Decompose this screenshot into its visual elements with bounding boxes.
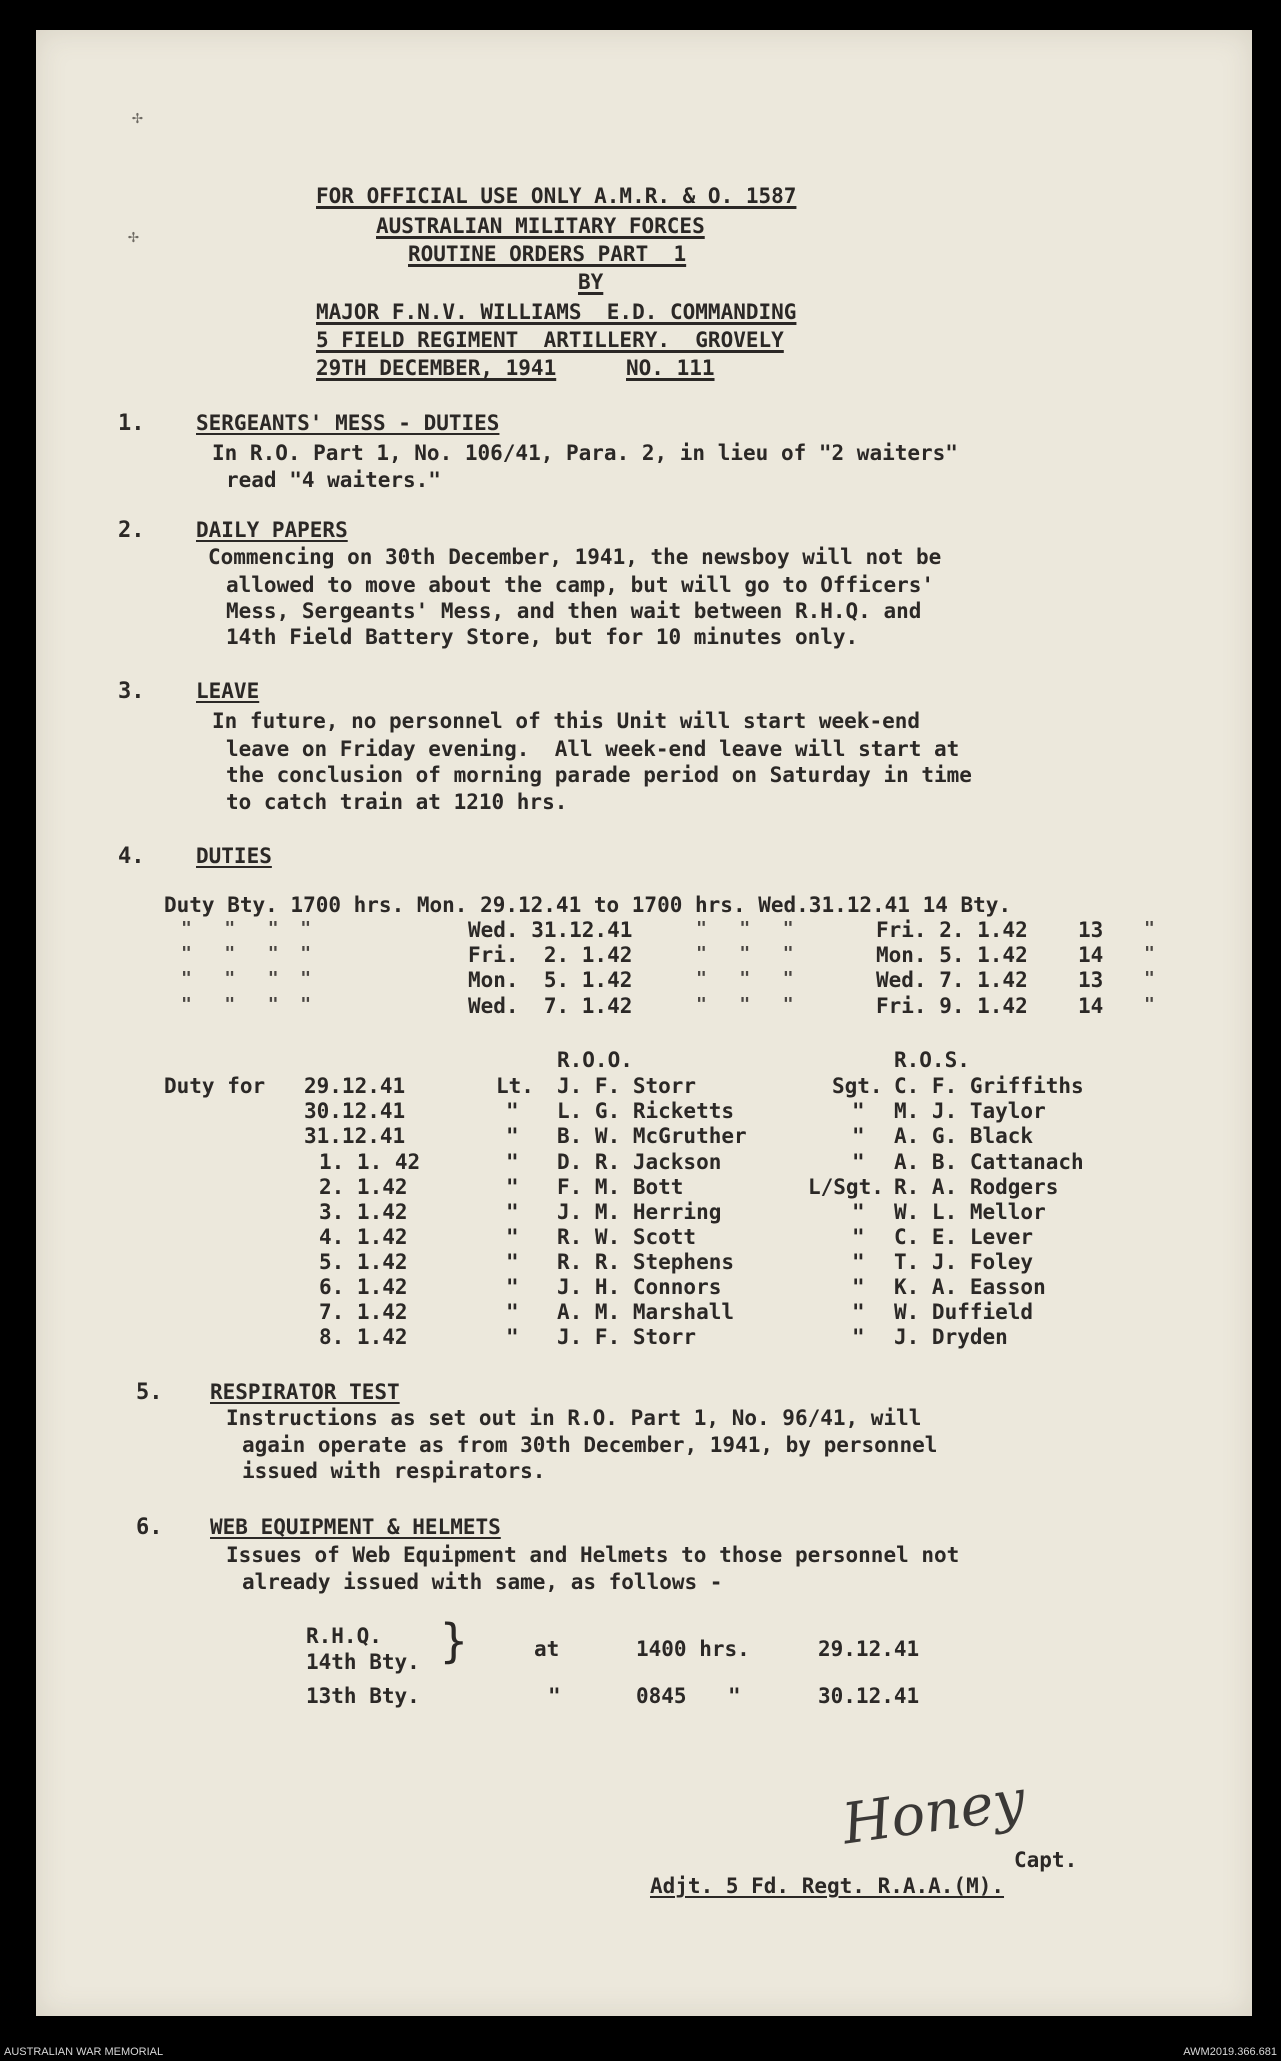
section-1-title: SERGEANTS' MESS - DUTIES: [196, 411, 500, 435]
roster-roo-rank: ": [506, 1275, 519, 1299]
header-line-5: MAJOR F.N.V. WILLIAMS E.D. COMMANDING: [316, 300, 797, 324]
roster-ros-name: W. L. Mellor: [894, 1200, 1046, 1224]
roster-roo-rank: ": [506, 1200, 519, 1224]
section-6-number: 6.: [136, 1515, 163, 1540]
roster-ros-rank: ": [852, 1124, 865, 1148]
footer-reference: AWM2019.366.681: [1183, 2046, 1277, 2058]
section-3-line-4: to catch train at 1210 hrs.: [226, 790, 568, 814]
section-3-number: 3.: [118, 679, 145, 704]
section-2-line-1: Commencing on 30th December, 1941, the newsboy will not be: [208, 545, 942, 569]
ditto-mark: " " " ": [181, 943, 312, 964]
roster-date: 31.12.41: [304, 1124, 406, 1148]
roster-date: 29.12.41: [304, 1074, 406, 1098]
duty-battery-from: Wed. 31.12.41: [468, 918, 633, 942]
roo-header: R.O.O.: [557, 1048, 633, 1072]
roster-date: 5. 1.42: [319, 1250, 408, 1274]
issue-time-2: 0845: [636, 1684, 687, 1708]
roster-ros-rank: ": [852, 1325, 865, 1349]
roster-roo-name: D. R. Jackson: [557, 1150, 722, 1174]
duty-battery-from: Wed. 7. 1.42: [468, 994, 633, 1018]
section-2-line-3: Mess, Sergeants' Mess, and then wait between R.H.Q. and: [226, 599, 922, 623]
section-6-line-1: Issues of Web Equipment and Helmets to those personnel not: [226, 1543, 960, 1567]
duty-battery-number: 14: [1078, 994, 1104, 1018]
signature-rank: Capt.: [1014, 1848, 1078, 1872]
roster-ros-name: A. G. Black: [894, 1124, 1034, 1148]
roster-roo-rank: ": [506, 1175, 519, 1199]
roster-ros-name: K. A. Easson: [894, 1275, 1046, 1299]
roster-ros-name: C. E. Lever: [894, 1225, 1034, 1249]
section-5-line-2: again operate as from 30th December, 1941, by personnel: [242, 1433, 938, 1457]
roster-roo-rank: Lt.: [496, 1074, 534, 1098]
roster-roo-name: J. F. Storr: [557, 1074, 697, 1098]
section-6-line-2: already issued with same, as follows -: [242, 1570, 723, 1594]
roster-ros-name: A. B. Cattanach: [894, 1150, 1084, 1174]
section-5-line-1: Instructions as set out in R.O. Part 1, No. 96/41, will: [226, 1406, 922, 1430]
roster-ros-name: T. J. Foley: [894, 1250, 1034, 1274]
issue-unit-13th-bty: 13th Bty.: [306, 1684, 420, 1708]
roster-ros-rank: ": [852, 1099, 865, 1123]
roster-roo-rank: ": [506, 1099, 519, 1123]
roster-roo-name: R. W. Scott: [557, 1225, 697, 1249]
issue-unit-rhq: R.H.Q.: [306, 1624, 382, 1648]
roster-ros-name: W. Duffield: [894, 1300, 1034, 1324]
duty-battery-number: 13: [1078, 918, 1104, 942]
roster-roo-rank: ": [506, 1325, 519, 1349]
signature-title: Adjt. 5 Fd. Regt. R.A.A.(M).: [650, 1874, 1005, 1898]
staple-hole-bottom: ✢: [128, 226, 139, 247]
section-2-line-4: 14th Field Battery Store, but for 10 minutes only.: [226, 625, 859, 649]
roster-roo-name: B. W. McGruther: [557, 1124, 747, 1148]
header-line-4: BY: [578, 270, 604, 294]
roster-date: 3. 1.42: [319, 1200, 408, 1224]
section-6-title: WEB EQUIPMENT & HELMETS: [210, 1515, 501, 1539]
roster-ros-rank: ": [852, 1150, 865, 1174]
roster-date: 6. 1.42: [319, 1275, 408, 1299]
header-line-1: FOR OFFICIAL USE ONLY A.M.R. & O. 1587: [316, 184, 797, 208]
section-2-number: 2.: [118, 518, 145, 543]
duty-battery-to: Mon. 5. 1.42: [876, 943, 1028, 967]
roster-ros-name: R. A. Rodgers: [894, 1175, 1059, 1199]
ditto-mark: " " " ": [181, 918, 312, 939]
ditto-mark: " " ": [696, 943, 794, 964]
roster-roo-name: F. M. Bott: [557, 1175, 684, 1199]
roster-ros-name: J. Dryden: [894, 1325, 1008, 1349]
roster-date: 2. 1.42: [319, 1175, 408, 1199]
roster-ros-rank: ": [852, 1250, 865, 1274]
roster-date: 8. 1.42: [319, 1325, 408, 1349]
section-2-title: DAILY PAPERS: [196, 518, 348, 542]
header-line-6: 5 FIELD REGIMENT ARTILLERY. GROVELY: [316, 328, 784, 352]
ditto-mark: " " " ": [181, 994, 312, 1015]
duty-battery-from: Mon. 5. 1.42: [468, 968, 633, 992]
roster-ros-rank: ": [852, 1300, 865, 1324]
roster-roo-name: R. R. Stephens: [557, 1250, 735, 1274]
brace-mark: }: [440, 1614, 468, 1668]
ditto-mark: ": [1144, 994, 1155, 1015]
duty-for-label: Duty for: [164, 1074, 266, 1098]
document-page: [36, 30, 1252, 2016]
section-1-line-1: In R.O. Part 1, No. 106/41, Para. 2, in lieu of "2 waiters": [212, 441, 958, 465]
roster-ros-name: C. F. Griffiths: [894, 1074, 1084, 1098]
section-5-title: RESPIRATOR TEST: [210, 1380, 400, 1404]
section-5-number: 5.: [136, 1380, 163, 1405]
section-4-number: 4.: [118, 844, 145, 869]
section-2-line-2: allowed to move about the camp, but will go to Officers': [226, 573, 935, 597]
roster-roo-name: A. M. Marshall: [557, 1300, 735, 1324]
issue-at-label: at: [534, 1637, 560, 1661]
roster-date: 7. 1.42: [319, 1300, 408, 1324]
ditto-mark: " " ": [696, 968, 794, 989]
issue-at-ditto: ": [548, 1684, 561, 1708]
ditto-mark: ": [1144, 918, 1155, 939]
roster-roo-name: J. F. Storr: [557, 1325, 697, 1349]
section-1-number: 1.: [118, 411, 145, 436]
staple-hole-top: ✢: [132, 107, 143, 128]
duty-battery-from: Fri. 2. 1.42: [468, 943, 633, 967]
duty-battery-line: Duty Bty. 1700 hrs. Mon. 29.12.41 to 1700 hrs. Wed.31.12.41 14 Bty.: [164, 893, 1012, 917]
roster-roo-name: J. M. Herring: [557, 1200, 722, 1224]
roster-date: 4. 1.42: [319, 1225, 408, 1249]
roster-ros-rank: ": [852, 1200, 865, 1224]
roster-roo-rank: ": [506, 1225, 519, 1249]
header-line-2: AUSTRALIAN MILITARY FORCES: [376, 214, 705, 238]
ditto-mark: ": [1144, 968, 1155, 989]
roster-ros-rank: Sgt.: [832, 1074, 883, 1098]
roster-ros-rank: ": [852, 1275, 865, 1299]
roster-ros-rank: L/Sgt.: [808, 1175, 884, 1199]
section-5-line-3: issued with respirators.: [242, 1459, 546, 1483]
duty-battery-number: 14: [1078, 943, 1104, 967]
ros-header: R.O.S.: [894, 1048, 970, 1072]
ditto-mark: " " ": [696, 918, 794, 939]
issue-unit-14th-bty: 14th Bty.: [306, 1650, 420, 1674]
section-3-title: LEAVE: [196, 679, 260, 703]
issue-time-ditto: ": [728, 1684, 741, 1708]
roster-roo-name: J. H. Connors: [557, 1275, 722, 1299]
section-1-line-2: read "4 waiters.": [226, 468, 441, 492]
footer-institution: AUSTRALIAN WAR MEMORIAL: [4, 2046, 164, 2058]
duty-battery-to: Wed. 7. 1.42: [876, 968, 1028, 992]
ditto-mark: " " ": [696, 994, 794, 1015]
handwritten-signature: Honey: [838, 1767, 1030, 1858]
issue-date-1: 29.12.41: [818, 1637, 920, 1661]
ditto-mark: ": [1144, 943, 1155, 964]
roster-date: 30.12.41: [304, 1099, 406, 1123]
roster-roo-name: L. G. Ricketts: [557, 1099, 735, 1123]
roster-ros-name: M. J. Taylor: [894, 1099, 1046, 1123]
roster-roo-rank: ": [506, 1300, 519, 1324]
section-3-line-2: leave on Friday evening. All week-end leave will start at: [226, 737, 960, 761]
roster-roo-rank: ": [506, 1250, 519, 1274]
roster-ros-rank: ": [852, 1225, 865, 1249]
section-3-line-3: the conclusion of morning parade period on Saturday in time: [226, 763, 972, 787]
issue-date-2: 30.12.41: [818, 1684, 920, 1708]
section-4-title: DUTIES: [196, 844, 272, 868]
duty-battery-number: 13: [1078, 968, 1104, 992]
section-3-line-1: In future, no personnel of this Unit will start week-end: [212, 709, 921, 733]
roster-roo-rank: ": [506, 1150, 519, 1174]
duty-battery-to: Fri. 2. 1.42: [876, 918, 1028, 942]
roster-date: 1. 1. 42: [319, 1150, 421, 1174]
duty-battery-to: Fri. 9. 1.42: [876, 994, 1028, 1018]
roster-roo-rank: ": [506, 1124, 519, 1148]
ditto-mark: " " " ": [181, 968, 312, 989]
header-order-number: NO. 111: [626, 356, 715, 380]
header-date: 29TH DECEMBER, 1941: [316, 356, 557, 380]
header-line-3: ROUTINE ORDERS PART 1: [408, 242, 687, 266]
issue-time-1: 1400 hrs.: [636, 1637, 750, 1661]
